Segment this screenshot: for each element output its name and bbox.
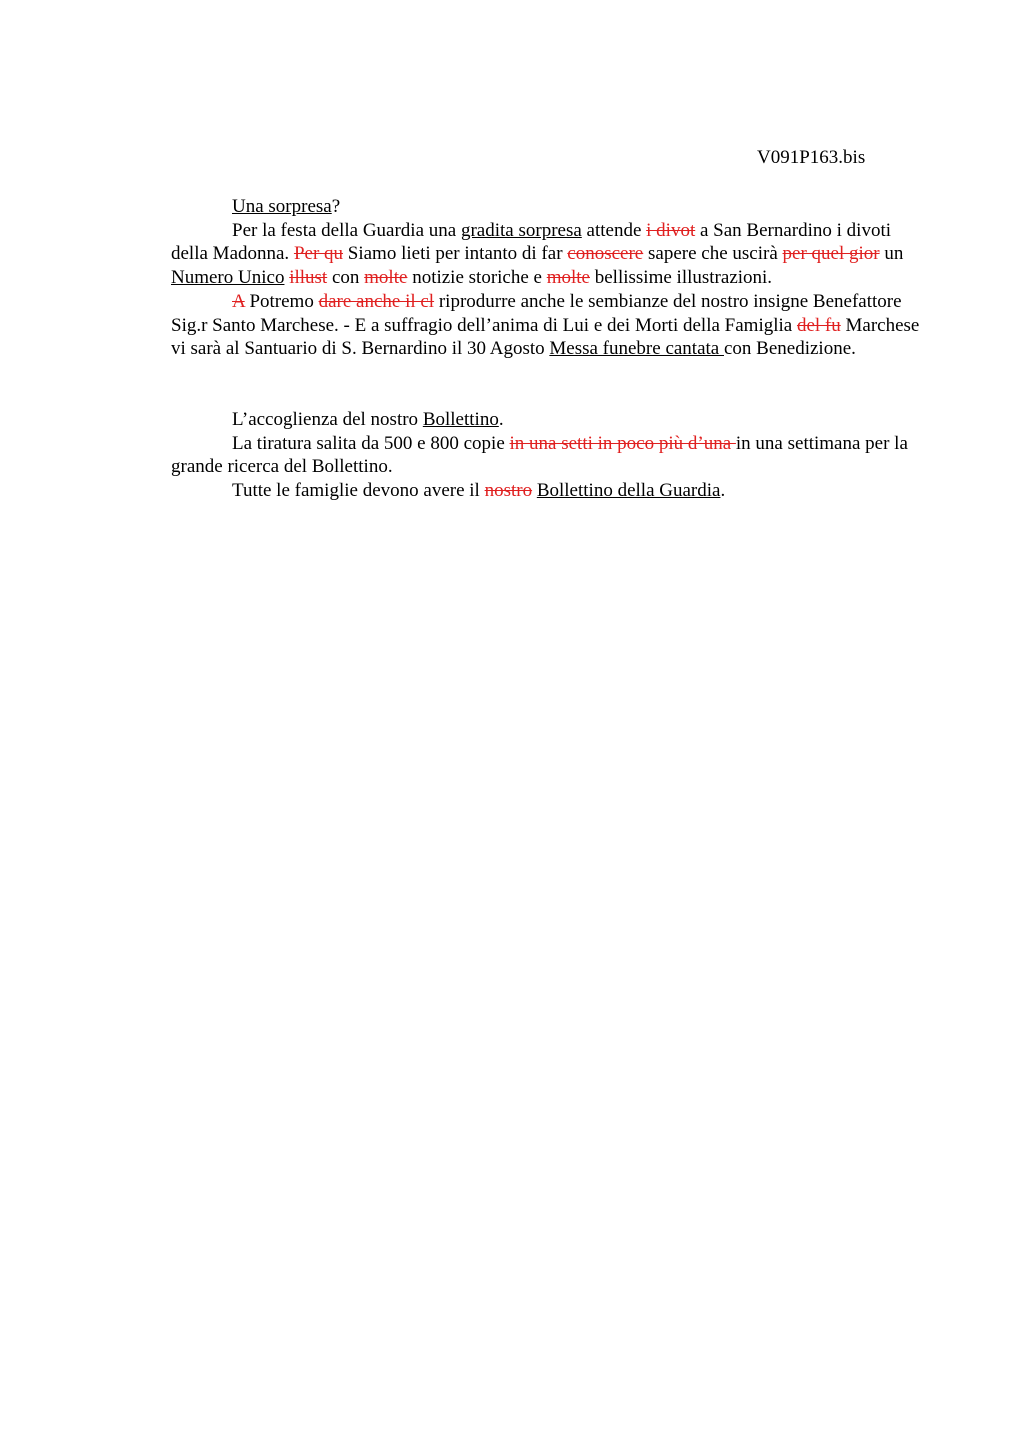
text-run: con Benedizione. [723,338,856,360]
text-run: La tiratura salita da 500 e 800 copie [232,432,510,454]
text-run: con [327,267,365,289]
underlined-text: gradita sorpresa [460,219,582,241]
underlined-text: Messa funebre cantata [549,338,724,360]
text-run: Siamo lieti per intanto di far [343,243,568,265]
underlined-text: Numero Unico [171,267,285,289]
text-run: Per la festa della Guardia una [232,219,461,241]
text-run: bellissime illustrazioni. [590,267,773,289]
deleted-text: i divot [646,219,696,241]
deleted-text: molte [364,267,408,289]
paragraph-title [171,195,931,219]
deleted-text: nostro [484,480,533,502]
deleted-text: del fu [796,314,841,336]
paragraph-famiglie [171,479,931,503]
text-run: L’accoglienza del nostro [232,408,423,430]
paragraph-potremo [171,290,931,361]
title-question-mark: ? [331,196,341,217]
deleted-text: conoscere [567,243,644,265]
text-run: un [879,243,904,265]
text-run: Marchese vi sarà al Santuario di S. Bernardino il 30 Agosto [171,314,920,360]
text-run: a San Bernardino i divoti della Madonna. [171,219,892,265]
document-body [171,195,931,503]
deleted-text: A [232,290,245,312]
text-run: Tutte le famiglie devono avere il [232,480,485,502]
deleted-text: in una setti in poco più d’una [509,432,736,454]
text-run: in una settimana per la grande ricerca del Bollettino. [171,432,908,478]
deleted-text: dare anche il cl [318,290,435,312]
paragraph-sorpresa [171,219,931,290]
text-run: riprodurre anche le sembianze del nostro insigne Benefattore Sig.r Santo Marchese. - E a suffragio dell’anima di Lui e dei Morti della Famiglia [171,290,902,336]
title-underlined: Una sorpresa [232,196,332,217]
text-run: . [720,480,726,502]
text-run: . [498,408,504,430]
text-run: sapere che uscirà [643,243,783,265]
text-run: notizie storiche e [407,267,547,289]
deleted-text: per quel gior [782,243,880,265]
paragraph-tiratura [171,432,931,479]
paragraph-gap [171,361,931,408]
text-run: attende [581,219,647,241]
underlined-text: Bollettino [422,408,499,430]
underlined-text: Bollettino della Guardia [536,480,721,502]
paragraph-accoglienza [171,408,931,432]
deleted-text: illust [289,267,328,289]
deleted-text: Per qu [293,243,344,265]
text-run: Potremo [244,290,319,312]
document-code: V091P163.bis [757,147,866,168]
deleted-text: molte [546,267,590,289]
